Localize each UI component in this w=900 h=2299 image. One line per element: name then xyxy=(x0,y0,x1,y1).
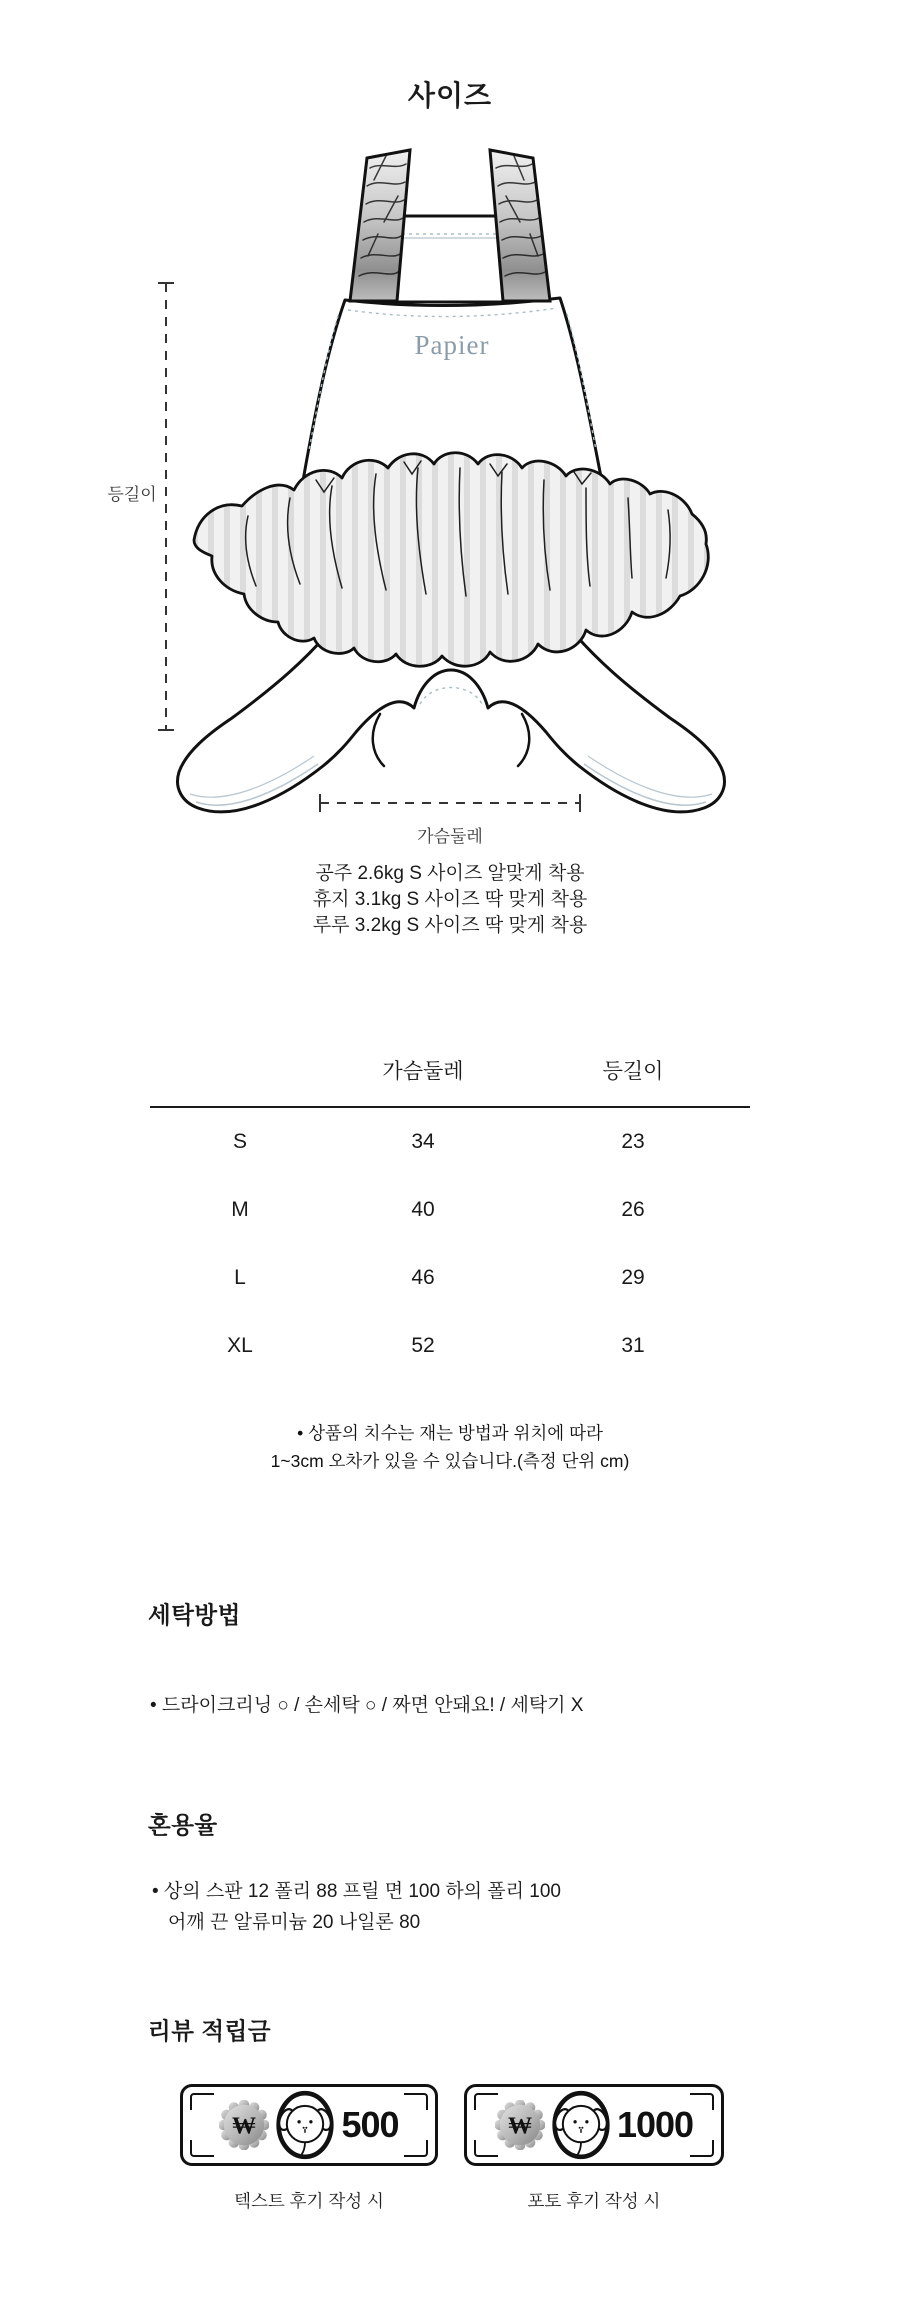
back-cell: 23 xyxy=(621,1130,645,1153)
col-chest-header: 가슴둘레 xyxy=(382,1060,464,1083)
col-size-header xyxy=(150,1052,330,1092)
page-title: 사이즈 xyxy=(407,80,493,111)
chest-measure xyxy=(320,794,580,846)
brand-label: Papier xyxy=(414,330,490,360)
puppy-face-icon xyxy=(275,2089,335,2161)
corner-bracket-icon xyxy=(190,2140,214,2157)
size-cell: L xyxy=(234,1266,246,1289)
back-cell: 29 xyxy=(621,1266,645,1289)
coupon-caption: 포토 후기 작성 시 xyxy=(527,2191,661,2211)
reward-amount: 1000 xyxy=(616,2104,694,2145)
composition-text xyxy=(152,1876,561,1938)
washing-heading: 세탁방법 xyxy=(148,1602,241,1628)
corner-bracket-icon xyxy=(474,2093,498,2110)
chest-cell: 52 xyxy=(411,1334,435,1357)
size-table-body xyxy=(150,1108,750,1380)
ruffle-frill xyxy=(194,453,708,667)
note-line: • 상품의 치수는 재는 방법과 위치에 따라 xyxy=(297,1423,603,1443)
size-cell: S xyxy=(232,1130,247,1153)
corner-bracket-icon xyxy=(404,2093,428,2110)
won-badge-icon xyxy=(219,2100,269,2150)
back-length-measure xyxy=(107,283,174,730)
chest-label: 가슴둘레 xyxy=(417,827,483,846)
coupon-caption: 텍스트 후기 작성 시 xyxy=(234,2191,384,2211)
size-table xyxy=(150,1052,750,1380)
back-length-label: 등길이 xyxy=(107,485,157,504)
chest-cell: 34 xyxy=(411,1130,435,1153)
composition-heading: 혼용율 xyxy=(148,1812,218,1838)
fit-note-line: 루루 3.2kg S 사이즈 딱 맞게 착용 xyxy=(312,915,588,936)
size-cell: M xyxy=(231,1198,249,1221)
won-symbol: ₩ xyxy=(507,2113,532,2140)
review-reward-heading: 리뷰 적립금 xyxy=(148,2018,272,2044)
puppy-face-icon xyxy=(551,2089,611,2161)
size-tolerance-note xyxy=(0,1419,900,1475)
back-cell: 31 xyxy=(621,1334,645,1357)
won-badge-icon xyxy=(495,2100,545,2150)
size-table-header xyxy=(150,1052,750,1092)
back-cell: 26 xyxy=(621,1198,645,1221)
fit-note-line: 공주 2.6kg S 사이즈 알맞게 착용 xyxy=(315,863,585,884)
composition-line: 어깨 끈 알류미늄 20 나일론 80 xyxy=(168,1912,421,1933)
fit-notes xyxy=(0,861,900,939)
chest-cell: 46 xyxy=(411,1266,435,1289)
garment-size-diagram xyxy=(80,138,760,868)
corner-bracket-icon xyxy=(190,2093,214,2110)
table-row xyxy=(150,1108,750,1176)
reward-coupon-photo-review xyxy=(464,2084,724,2166)
note-line: 1~3cm 오차가 있을 수 있습니다.(측정 단위 cm) xyxy=(270,1451,630,1471)
size-cell: XL xyxy=(227,1334,253,1357)
corner-bracket-icon xyxy=(404,2140,428,2157)
corner-bracket-icon xyxy=(474,2140,498,2157)
table-row xyxy=(150,1176,750,1244)
corner-bracket-icon xyxy=(690,2093,714,2110)
reward-coupon-text-review xyxy=(180,2084,438,2166)
col-back-header: 등길이 xyxy=(602,1060,664,1083)
chest-cell: 40 xyxy=(411,1198,435,1221)
table-row xyxy=(150,1244,750,1312)
washing-instructions: • 드라이크리닝 ○ / 손세탁 ○ / 짜면 안돼요! / 세탁기 X xyxy=(150,1695,584,1716)
reward-amount: 500 xyxy=(341,2104,399,2145)
composition-line: • 상의 스판 12 폴리 88 프릴 면 100 하의 폴리 100 xyxy=(152,1881,561,1902)
table-row xyxy=(150,1312,750,1380)
corner-bracket-icon xyxy=(690,2140,714,2157)
fit-note-line: 휴지 3.1kg S 사이즈 딱 맞게 착용 xyxy=(312,889,588,910)
won-symbol: ₩ xyxy=(232,2113,257,2140)
